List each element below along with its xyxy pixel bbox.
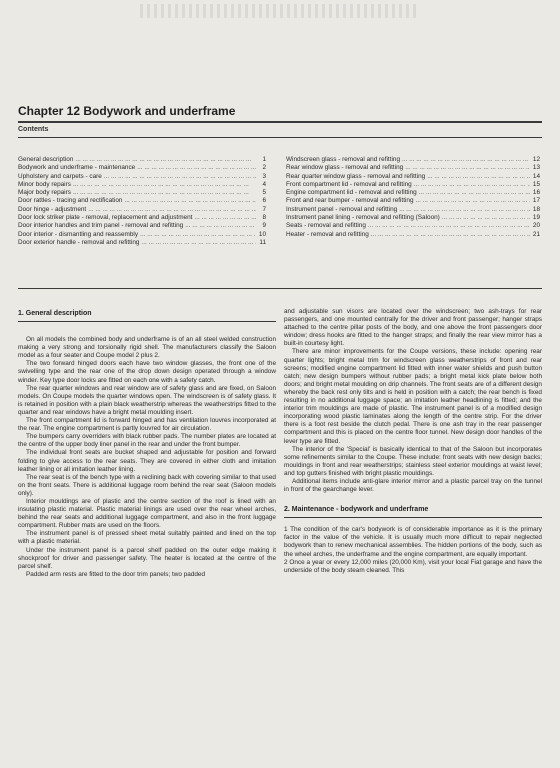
contents-label: Contents	[18, 126, 49, 133]
paragraph: On all models the combined body and underframe is of an all steel welded construction making a very strong and torsionally rigid shell. The manufacturers classify the Saloon model as a four seater and Coupe model 2 plus 2.	[18, 336, 276, 360]
toc-entry-number: 2	[262, 164, 266, 172]
paragraph: The instrument panel is of pressed sheet metal suitably painted and lined on the top with a plastic material.	[18, 530, 276, 546]
section-heading: 2. Maintenance - bodywork and underframe	[284, 506, 429, 514]
toc-entry-title: Door rattles - tracing and rectification	[18, 197, 123, 205]
toc-leader-dots	[135, 164, 256, 172]
toc-entry-number: 12	[532, 156, 540, 163]
toc-entry	[286, 164, 540, 172]
toc-leader-dots	[192, 214, 256, 222]
paragraph: 2 Once a year or every 12,000 miles (20,000 Km), visit your local Fiat garage and have the underside of the body steam cleaned. This	[284, 558, 542, 574]
toc-entry-number: 18	[532, 205, 540, 213]
toc-entry-title: Bodywork and underframe - maintenance	[18, 164, 136, 172]
toc-entry	[18, 222, 266, 230]
toc-entry-title: Rear window glass - removal and refitting	[286, 164, 404, 172]
toc-leader-dots	[71, 181, 256, 189]
toc-entry-number: 9	[262, 222, 266, 230]
toc-entry	[18, 239, 266, 247]
toc-leader-dots	[425, 173, 530, 181]
toc-leader-dots	[86, 206, 256, 214]
section-body	[18, 336, 276, 579]
toc-entry-number: 13	[532, 164, 540, 172]
toc-leader-dots	[366, 222, 530, 230]
paragraph: Additional items include anti-glare interior mirror and a plastic parcel tray on the tunnel in front of the gearchange lever.	[284, 477, 542, 494]
body-left-column	[18, 308, 276, 579]
toc-entry-title: Door interior handles and trim panel - removal and refitting	[18, 222, 184, 230]
toc-leader-dots	[414, 197, 530, 205]
toc-leader-dots	[71, 189, 256, 197]
toc-entry	[18, 173, 266, 181]
toc-entry-number: 17	[532, 197, 540, 205]
toc-entry	[286, 231, 540, 239]
toc-entry	[286, 173, 540, 181]
toc-entry-number: 21	[532, 230, 540, 238]
chapter-rule	[18, 121, 542, 123]
section-rule	[284, 517, 542, 518]
toc-entry	[286, 189, 540, 197]
toc-leader-dots	[412, 181, 530, 189]
toc-leader-dots	[403, 164, 530, 172]
toc-leader-dots	[440, 214, 530, 222]
toc-entry	[18, 156, 266, 164]
toc-entry	[286, 214, 540, 222]
toc-entry-title: Front and rear bumper - removal and refitting	[286, 197, 414, 205]
paragraph: The individual front seats are bucket shaped and adjustable for position and forward folding to give access to the rear seats. They are covered in either cloth and imitation leather lining or all imitation leather lining.	[18, 449, 276, 473]
toc-left-column	[18, 156, 266, 247]
toc-entry	[286, 181, 540, 189]
paragraph: The front compartment lid is forward hinged and has ventilation louvres incorporated at the rear. The engine compartment is partly louvred for air circulation.	[18, 417, 276, 433]
toc-entry-title: Major body repairs	[18, 189, 71, 197]
toc-leader-dots	[369, 231, 530, 239]
toc-entry	[18, 231, 266, 239]
toc-entry	[286, 206, 540, 214]
paragraph: The bumpers carry overriders with black rubber pads. The number plates are located at the centre of the upper body liner panel in the rear and under the front bumper.	[18, 433, 276, 449]
toc-entry-number: 6	[262, 197, 266, 205]
paragraph: and adjustable sun visors are located over the windscreen; two ash-trays for rear passengers, and one mounted centrally for the driver and front passenger; hanger straps attached to the centre pillar posts of the body, and one above the front passengers door window; dress hooks are fitted to the hanger straps; and finally the rear view mirror has a built-in courtesy light.	[284, 308, 542, 348]
toc-leader-dots	[138, 231, 256, 239]
toc-entry-title: Rear quarter window glass - removal and refitting	[286, 172, 426, 180]
toc-entry	[18, 206, 266, 214]
scan-artifact	[140, 4, 420, 18]
paragraph: Interior mouldings are of plastic and the centre section of the roof is lined with an insulating plastic material. Plastic material linings are used over the rear wheel arches, behind the rear seats and additional luggage compartment, and also in the front luggage compartment. Rubber mats are used on the floors.	[18, 497, 276, 530]
contents-rule	[18, 137, 542, 138]
paragraph: There are minor improvements for the Coupe versions, these include: opening rear quarter lights; bright metal trim for windscreen glass weatherstrips of front and rear screens; modified engine compartment lid fitted with inner water shields and push button catch; new design bumpers without rubber pads; a bright metal kick plate below both doors; and bright metal moulding on drip channels. The front seats are of a different design whereby the back rest only tilts and is held in position with a catch; the rear bench is fixed resulting in no additional luggage space; an imitation leather headlining is fitted; and the interior trim mouldings are made of plastic. The instrument panel is of a modified design incorporating wood plastic laminates along the length of the centre strip. For the driver there is a foot rest beside the clutch pedal. There is one ash tray in the rear passenger compartment and this is placed on the centre floor tunnel. New design door handles of the lever type are fitted.	[284, 348, 542, 445]
toc-entry-number: 19	[532, 214, 540, 222]
toc-entry-number: 1	[262, 156, 266, 163]
paragraph: 1 The condition of the car's bodywork is of considerable importance as it is the primary factor in the value of the vehicle. It is usually much more difficult to repair neglected bodywork than to renew mechanical assemblies. The hidden portions of the body, such as the wheel arches, the underframe and the engine compartment, are equally important.	[284, 526, 542, 558]
toc-entry	[18, 214, 266, 222]
paragraph: The two forward hinged doors each have two window glasses, the front one of the swivelling type and the rear one of the drop down design operated through a window winder. Key type door locks are fitted on each one with a safety catch.	[18, 360, 276, 384]
body-right-column	[284, 308, 542, 575]
toc-entry-number: 15	[532, 180, 540, 188]
toc-entry-title: Door hinge - adjustment	[18, 205, 87, 213]
toc-entry-number: 16	[532, 189, 540, 197]
section-body	[284, 526, 542, 575]
toc-entry-number: 14	[532, 172, 540, 180]
paragraph: The interior of the 'Special' is basically identical to that of the Saloon but incorporates some refinements similar to the Coupe. These include: front seats with new design backs; mouldings in front and rear weatherstrips; stainless steel exterior mouldings at waist level; and top gutters finished with bright plastic mouldings.	[284, 445, 542, 477]
toc-entry-title: Seats - removal and refitting	[286, 222, 366, 230]
toc-entry-number: 10	[258, 230, 266, 238]
paragraph: The rear quarter windows and rear window are of safety glass and are fixed, on Saloon models. On Coupe models the quarter windows open. The windscreen is of safety glass. It is retained in position with a plain black weatherstrip whereas the weatherstrips fitted to the quarter and rear windows have a bright metal moulding insert.	[18, 384, 276, 416]
chapter-title: Chapter 12 Bodywork and underframe	[18, 104, 236, 118]
toc-leader-dots	[400, 156, 530, 164]
toc-entry	[18, 164, 266, 172]
toc-entry	[18, 189, 266, 197]
toc-right-column	[286, 156, 540, 239]
toc-leader-dots	[417, 189, 530, 197]
paragraph: The rear seat is of the bench type with a reclining back with covering similar to that used on the front seats. There is additional luggage room behind the rear seat (Saloon models only).	[18, 473, 276, 497]
toc-leader-dots	[102, 173, 256, 181]
toc-entry	[286, 197, 540, 205]
toc-entry-number: 5	[262, 189, 266, 197]
section-heading: 1. General description	[18, 310, 92, 317]
toc-entry-title: Instrument panel - removal and refitting	[286, 205, 398, 213]
toc-entry	[286, 222, 540, 230]
toc-entry-title: Door lock striker plate - removal, replacement and adjustment	[18, 214, 193, 222]
toc-leader-dots	[397, 206, 530, 214]
contents-end-rule	[18, 288, 542, 289]
toc-entry	[286, 156, 540, 164]
toc-entry-number: 8	[262, 214, 266, 222]
toc-leader-dots	[73, 156, 256, 164]
toc-entry-number: 4	[262, 180, 266, 188]
toc-entry	[18, 197, 266, 205]
paragraph: Under the instrument panel is a parcel shelf padded on the outer edge making it shockproof for driver and passenger safety. The heater is located at the centre of the parcel shelf.	[18, 546, 276, 570]
toc-leader-dots	[139, 239, 256, 247]
section-rule	[18, 321, 276, 322]
toc-entry-title: Minor body repairs	[18, 180, 71, 188]
toc-entry-title: Front compartment lid - removal and refitting	[286, 180, 412, 188]
toc-entry-number: 3	[262, 172, 266, 180]
toc-leader-dots	[183, 222, 256, 230]
toc-entry-title: Door interior - dismantling and reassembly	[18, 230, 139, 238]
toc-entry-number: 20	[532, 222, 540, 230]
toc-entry-title: General description	[18, 156, 74, 163]
section-body-continued	[284, 308, 542, 494]
toc-entry	[18, 181, 266, 189]
toc-entry-title: Upholstery and carpets - care	[18, 172, 102, 180]
toc-entry-title: Engine compartment lid - removal and refitting	[286, 189, 417, 197]
toc-entry-number: 11	[259, 238, 266, 246]
toc-entry-number: 7	[262, 205, 266, 213]
section-2	[284, 504, 542, 575]
toc-entry-title: Windscreen glass - removal and refitting	[286, 156, 401, 163]
toc-entry-title: Heater - removal and refitting	[286, 230, 369, 238]
toc-leader-dots	[122, 197, 256, 205]
toc-entry-title: Instrument panel lining - removal and refitting (Saloon)	[286, 214, 440, 222]
paragraph: Padded arm rests are fitted to the door trim panels; two padded	[26, 570, 206, 578]
toc-entry-title: Door exterior handle - removal and refitting	[18, 238, 140, 246]
